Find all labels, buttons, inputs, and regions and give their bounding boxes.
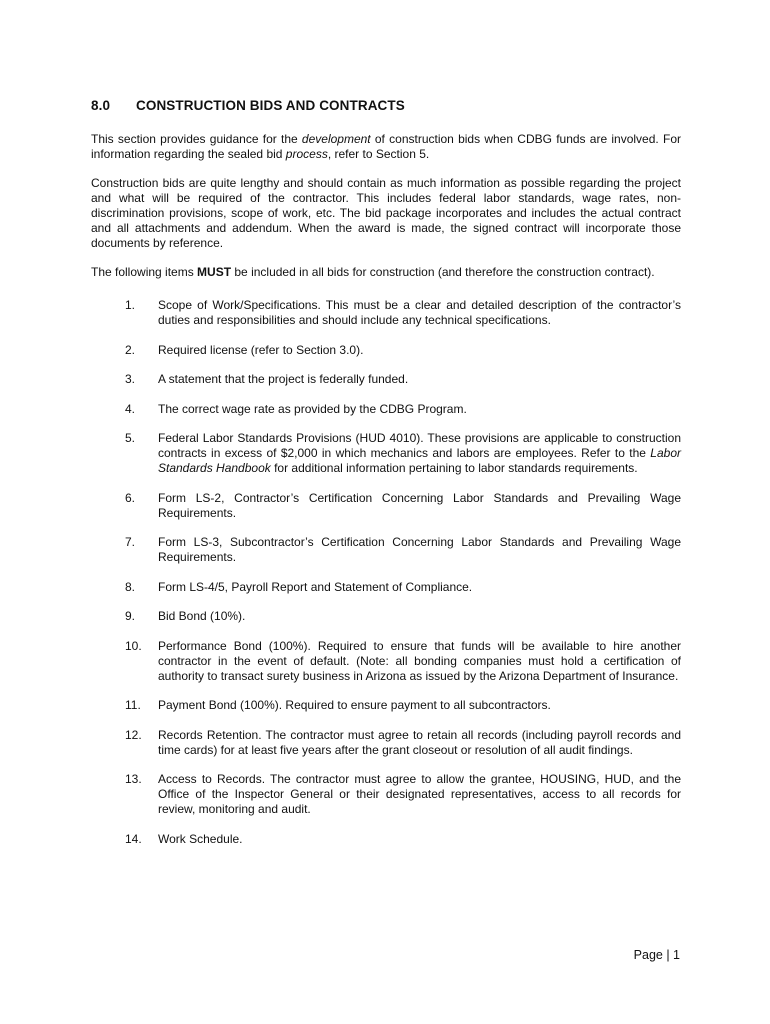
labor-standards-handbook-title: Labor Standards Handbook [158, 446, 681, 475]
list-item-number: 3. [125, 372, 136, 386]
list-item-text: Scope of Work/Specifications. This must be a clear and detailed description of the contractor’s duties and responsibilities and should include any technical specifications. [158, 298, 681, 327]
intro-paragraph-3 [91, 265, 681, 280]
section-title: CONSTRUCTION BIDS AND CONTRACTS [136, 98, 405, 113]
list-item [91, 609, 681, 624]
intro-p3-text-a: The following items [91, 265, 198, 279]
list-item-number: 10. [125, 638, 142, 653]
list-item-number: 4. [125, 401, 136, 416]
page-number: Page | 1 [633, 948, 680, 962]
list-item-text: Payment Bond (100%). Required to ensure payment to all subcontractors. [158, 698, 551, 712]
list-item-text: Access to Records. The contractor must agree to allow the grantee, HOUSING, HUD, and the Office of the Inspector General or their designated representatives, access to all records for review, monitoring and audit. [158, 772, 681, 816]
list-item-text: Form LS-4/5, Payroll Report and Statement of Compliance. [158, 579, 473, 594]
required-items-list [91, 298, 681, 847]
list-item-text-a: Federal Labor Standards Provisions (HUD 4010). These provisions are applicable to construction contracts in excess of $2,000 in which mechanics and labors are employees. Refer to the [158, 431, 681, 460]
list-item-text: Required license (refer to Section 3.0). [158, 342, 364, 357]
list-item [91, 580, 681, 595]
list-item [91, 298, 681, 328]
list-item [91, 402, 681, 417]
list-item-text: Records Retention. The contractor must agree to retain all records (including payroll records and time cards) for at least five years after the grant closeout or resolution of all audit findings. [158, 727, 681, 757]
list-item-text: A statement that the project is federally funded. [158, 372, 409, 386]
list-item [91, 772, 681, 817]
intro-p1-emphasis-development: development [301, 132, 371, 146]
list-item-number: 8. [125, 579, 136, 594]
intro-p1-text-a: This section provides guidance for the [91, 132, 302, 146]
list-item [91, 535, 681, 565]
list-item-text [158, 431, 681, 476]
list-item-number: 5. [125, 431, 136, 445]
list-item [91, 343, 681, 358]
intro-p1-text-b: of construction bids when CDBG funds are involved. For information regarding the sealed bid [91, 132, 681, 161]
list-item-text: Performance Bond (100%). Required to ensure that funds will be available to hire another contractor in the event of default. (Note: all bonding companies must hold a certification of authority to transact surety business in Arizona as issued by the Arizona Department of Insurance. [158, 638, 681, 683]
list-item-number: 9. [125, 609, 136, 623]
list-item [91, 698, 681, 713]
intro-p1-text-c: , refer to Section 5. [327, 147, 430, 161]
section-number: 8.0 [91, 98, 111, 113]
list-item-number: 13. [125, 772, 142, 786]
intro-paragraph-2: Construction bids are quite lengthy and should contain as much information as possible regarding the project and what will be required of the contractor. This includes federal labor standards, wage rates, non-discrimination provisions, scope of work, etc. The bid package incorporates and includes the actual contract and all attachments and addendum. When the award is made, the signed contract will incorporate those documents by reference. [91, 176, 681, 250]
list-item [91, 832, 681, 847]
section-heading [91, 98, 405, 113]
list-item-number: 12. [125, 727, 142, 742]
list-item-number: 14. [125, 831, 142, 846]
list-item [91, 372, 681, 387]
list-item [91, 491, 681, 521]
intro-p1-emphasis-process: process [285, 147, 328, 161]
list-item [91, 639, 681, 684]
list-item-text: Form LS-3, Subcontractor’s Certification Concerning Labor Standards and Prevailing Wage Requirements. [158, 535, 681, 564]
list-item-number: 11. [125, 698, 141, 712]
intro-p3-must: MUST [197, 265, 232, 279]
list-item-text: Bid Bond (10%). [158, 609, 246, 623]
list-item-text: Work Schedule. [158, 831, 243, 846]
list-item-text: Form LS-2, Contractor’s Certification Concerning Labor Standards and Prevailing Wage Requirements. [158, 490, 681, 520]
document-body [91, 132, 681, 861]
list-item-number: 1. [125, 298, 136, 312]
list-item [91, 728, 681, 758]
list-item-number: 6. [125, 490, 136, 505]
list-item [91, 431, 681, 476]
list-item-text-b: for additional information pertaining to labor standards requirements. [270, 461, 638, 475]
intro-p3-text-b: be included in all bids for construction (and therefore the construction contract). [231, 265, 655, 279]
list-item-number: 7. [125, 535, 136, 549]
intro-paragraph-1 [91, 132, 681, 162]
list-item-text: The correct wage rate as provided by the CDBG Program. [158, 401, 467, 416]
list-item-number: 2. [125, 342, 136, 357]
